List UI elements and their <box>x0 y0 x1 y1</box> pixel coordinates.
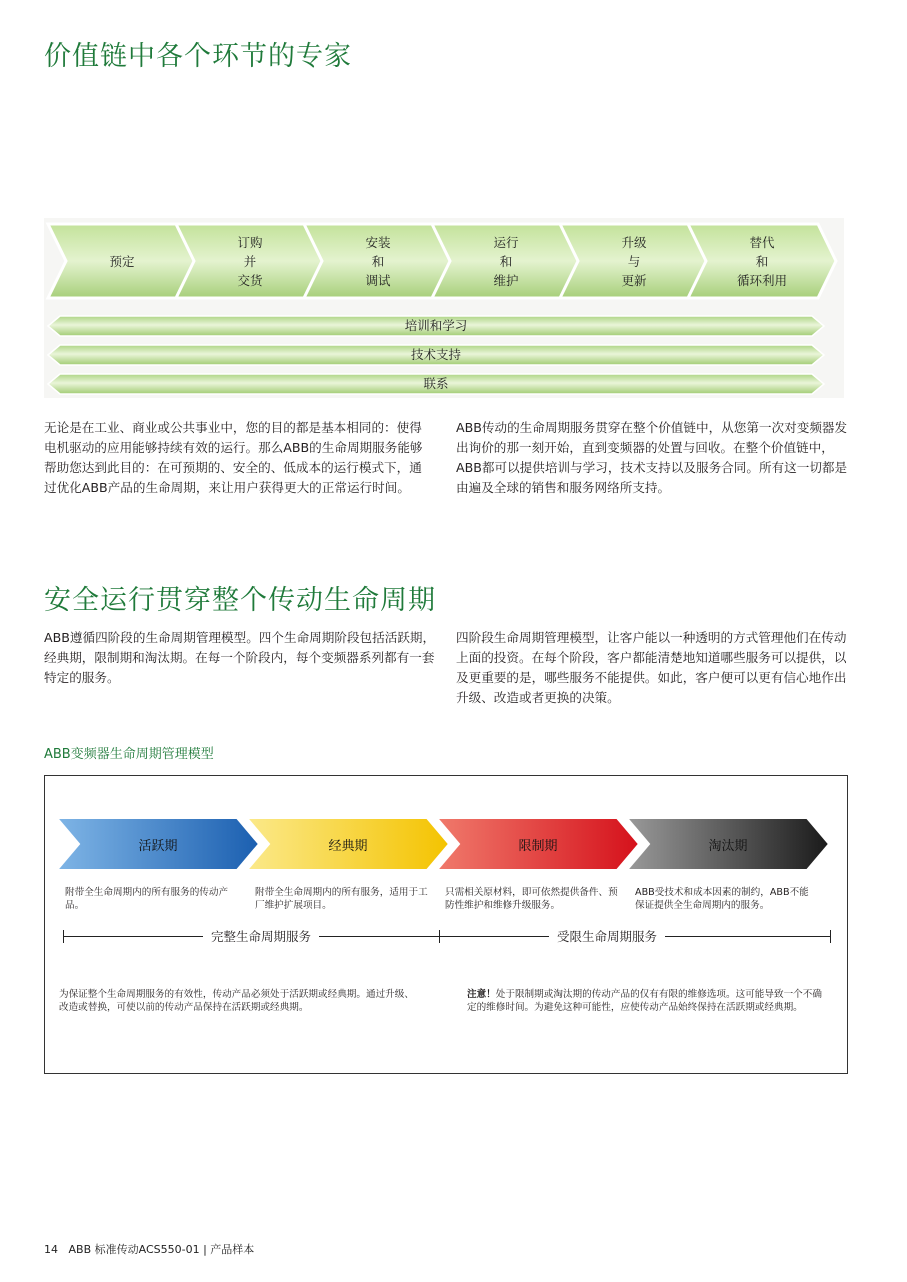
lifecycle-phase-label: 经典期 <box>328 839 368 854</box>
chevron-text-line: 和 <box>755 253 769 269</box>
note-right-text: 处于限制期或淘汰期的传动产品的仅有有限的维修选项。这可能导致一个不确定的维修时间。为避免这种可能性，应使传动产品始终保持在活跃期或经典期。 <box>467 989 822 1013</box>
value-chain-chevron-label <box>578 224 690 298</box>
value-chain-chevron-label <box>322 224 434 298</box>
timeline <box>63 928 833 944</box>
lifecycle-phase-description: 附带全生命周期内的所有服务，适用于工厂维护扩展项目。 <box>255 887 428 911</box>
value-chain-chevron-label <box>194 224 306 298</box>
lifecycle-phase-description: 附带全生命周期内的所有服务的传动产品。 <box>65 887 229 911</box>
chevron-text-line: 和 <box>371 253 385 269</box>
timeline-start-tick <box>63 930 64 943</box>
lifecycle-phase-description: 只需相关原材料，即可依然提供备件、预防性维护和维修升级服务。 <box>445 887 618 911</box>
chevron-text-line: 和 <box>499 253 513 269</box>
chevron-text-line: 调试 <box>365 272 391 288</box>
section-title: 安全运行贯穿整个传动生命周期 <box>44 585 436 616</box>
value-chain-bar-label: 技术支持 <box>410 347 461 362</box>
page-title: 价值链中各个环节的专家 <box>44 41 352 72</box>
chevron-text-line: 并 <box>243 253 257 269</box>
lifecycle-phase-description: ABB受技术和成本因素的制约，ABB不能保证提供全生命周期内的服务。 <box>635 887 809 911</box>
lifecycle-phase-chevrons <box>45 776 847 886</box>
intro-paragraph-left: 无论是在工业、商业或公共事业中，您的目的都是基本相同的：使得电机驱动的应用能够持续有效的运行。那么ABB的生命周期服务能够帮助您达到此目的：在可预期的、安全的、低成本的运行模式下，通过优化ABB产品的生命周期，来让用户获得更大的正常运行时间。 <box>44 420 423 495</box>
chevron-text-line: 维护 <box>493 272 519 288</box>
timeline-full-label: 完整生命周期服务 <box>203 927 319 945</box>
chevron-text-line: 预定 <box>109 253 135 269</box>
note-right <box>467 988 827 1014</box>
chevron-text-line: 更新 <box>621 272 647 288</box>
chevron-text-line: 与 <box>627 253 641 269</box>
value-chain-chevron-label <box>66 224 178 298</box>
chevron-text-line: 运行 <box>493 234 519 250</box>
value-chain-bar-label: 培训和学习 <box>404 318 468 333</box>
lifecycle-phase-label: 限制期 <box>518 839 558 854</box>
chevron-text-line: 订购 <box>237 234 263 250</box>
lifecycle-phase-label: 活跃期 <box>138 839 178 854</box>
model-title: ABB变频器生命周期管理模型 <box>44 747 214 762</box>
chevron-text-line: 循环利用 <box>736 272 787 288</box>
lifecycle-paragraph-left: ABB遵循四阶段的生命周期管理模型。四个生命周期阶段包括活跃期，经典期，限制期和淘汰期。在每一个阶段内，每个变频器系列都有一套特定的服务。 <box>44 630 436 685</box>
page-footer <box>44 1241 254 1257</box>
lifecycle-model-box <box>44 775 848 1074</box>
timeline-end-tick <box>830 930 831 943</box>
timeline-mid-tick <box>439 930 440 943</box>
timeline-line <box>63 936 831 937</box>
chevron-text-line: 安装 <box>365 234 391 250</box>
intro-paragraph-right: ABB传动的生命周期服务贯穿在整个价值链中，从您第一次对变频器发出询价的那一刻开始，直到变频器的处置与回收。在整个价值链中，ABB都可以提供培训与学习，技术支持以及服务合同。所有这一切都是由遍及全球的销售和服务网络所支持。 <box>456 420 848 495</box>
value-chain-chevron-label <box>450 224 562 298</box>
value-chain-bar-label: 联系 <box>423 376 449 391</box>
page-number: 14 <box>44 1243 58 1256</box>
footer-text: ABB 标准传动ACS550-01 | 产品样本 <box>68 1243 255 1256</box>
timeline-limited-label: 受限生命周期服务 <box>549 927 665 945</box>
chevron-text-line: 交货 <box>237 272 263 288</box>
lifecycle-phase-label: 淘汰期 <box>708 839 748 854</box>
chevron-text-line: 升级 <box>621 234 647 250</box>
note-left: 为保证整个生命周期服务的有效性，传动产品必须处于活跃期或经典期。通过升级、改造或替换，可使以前的传动产品保持在活跃期或经典期。 <box>59 989 414 1013</box>
lifecycle-paragraph-right: 四阶段生命周期管理模型，让客户能以一种透明的方式管理他们在传动上面的投资。在每个阶段，客户都能清楚地知道哪些服务可以提供，以及更重要的是，哪些服务不能提供。如此，客户便可以更有信心地作出升级、改造或者更换的决策。 <box>456 630 847 705</box>
note-right-bold: 注意！ <box>467 989 496 1000</box>
value-chain-chevron-label <box>706 224 818 298</box>
chevron-text-line: 替代 <box>749 234 775 250</box>
